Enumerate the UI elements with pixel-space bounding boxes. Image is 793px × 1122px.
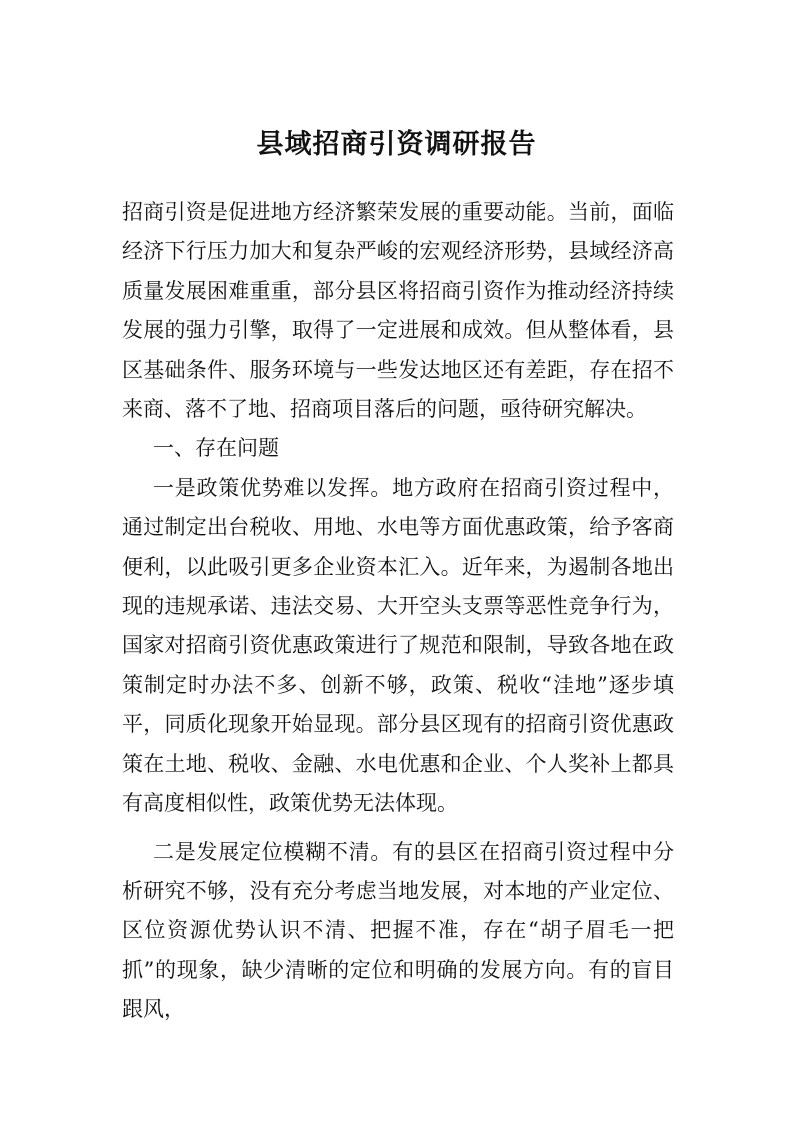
intro-paragraph: 招商引资是促进地方经济繁荣发展的重要动能。当前，面临经济下行压力加大和复杂严峻的宏观经济形势，县域经济高质量发展困难重重，部分县区将招商引资作为推动经济持续发展的强力引擎，取得了一定进展和成效。但从整体看，县区基础条件、服务环境与一些发达地区还有差距，存在招不来商、落不了地、招商项目落后的问题，亟待研究解决。	[122, 200, 674, 422]
document-body	[122, 193, 674, 1030]
problem-paragraph-policy: 一是政策优势难以发挥。地方政府在招商引资过程中，通过制定出台税收、用地、水电等方面优惠政策，给予客商便利，以此吸引更多企业资本汇入。近年来，为遏制各地出现的违规承诺、违法交易、大开空头支票等恶性竞争行为，国家对招商引资优惠政策进行了规范和限制，导致各地在政策制定时办法不多、创新不够，政策、税收“洼地”逐步填平，同质化现象开始显现。部分县区现有的招商引资优惠政策在土地、税收、金融、水电优惠和企业、个人奖补上都具有高度相似性，政策优势无法体现。	[122, 475, 674, 816]
document-title: 县域招商引资调研报告	[256, 129, 537, 160]
problem-paragraph-positioning: 二是发展定位模糊不清。有的县区在招商引资过程中分析研究不够，没有充分考虑当地发展，对本地的产业定位、区位资源优势认识不清、把握不准，存在“胡子眉毛一把抓”的现象，缺少清晰的定位和明确的发展方向。有的盲目跟风，	[122, 839, 674, 1022]
section-heading-problems: 一、存在问题	[153, 436, 279, 461]
